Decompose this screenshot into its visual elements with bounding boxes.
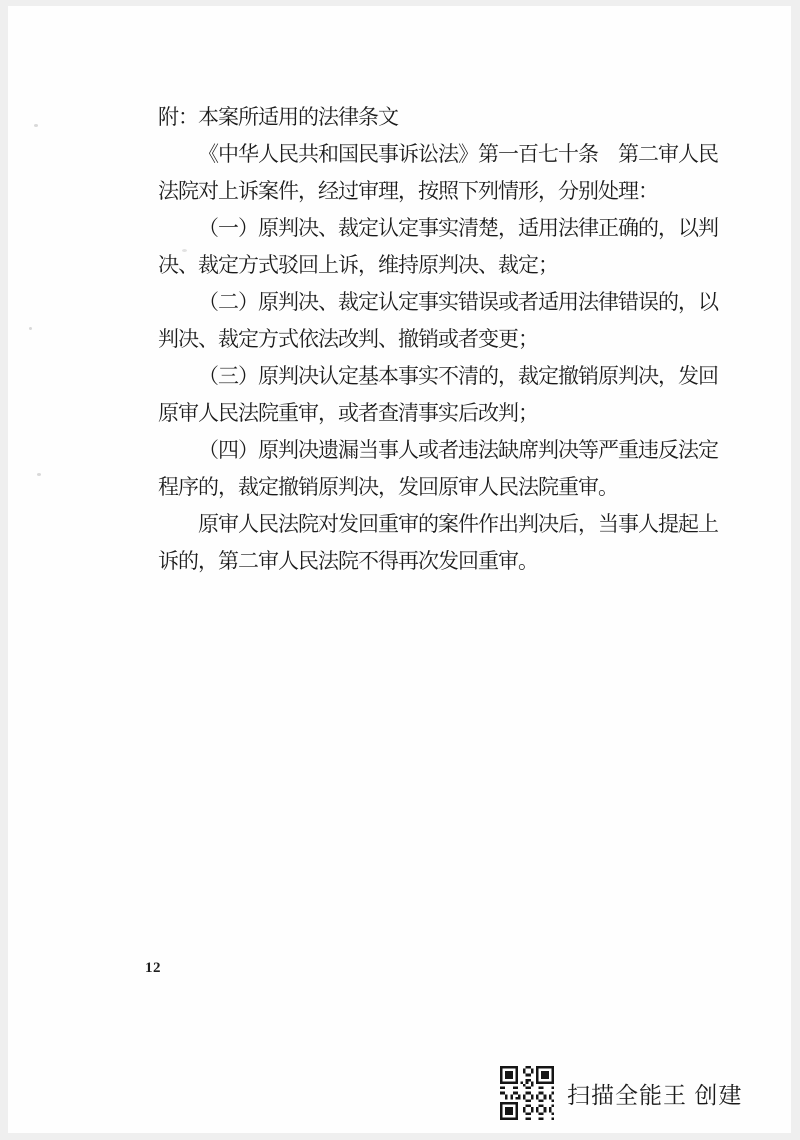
text-line: 原审人民法院重审，或者查清事实后改判；: [158, 401, 538, 425]
scan-artifact: [34, 124, 38, 127]
legal-text-body: [158, 99, 744, 580]
text-line: 决、裁定方式驳回上诉，维持原判决、裁定；: [158, 253, 558, 277]
scanner-watermark-label: 扫描全能王 创建: [567, 1081, 743, 1108]
scan-artifact: [37, 473, 41, 476]
text-line: 原审人民法院对发回重审的案件作出判决后，当事人提起上: [198, 512, 718, 536]
document-page: [8, 6, 791, 1133]
qr-code-icon: [500, 1066, 554, 1120]
page-number: 12: [145, 960, 161, 976]
text-line: 法院对上诉案件，经过审理，按照下列情形，分别处理：: [158, 179, 658, 203]
text-line: 诉的，第二审人民法院不得再次发回重审。: [158, 549, 538, 573]
text-line: （四）原判决遗漏当事人或者违法缺席判决等严重违反法定: [198, 438, 718, 462]
text-line: 《中华人民共和国民事诉讼法》第一百七十条 第二审人民: [198, 142, 718, 166]
text-line: （三）原判决认定基本事实不清的，裁定撤销原判决，发回: [198, 364, 718, 388]
attachment-heading: 附：本案所适用的法律条文: [158, 105, 398, 129]
scanner-footer: [500, 1065, 742, 1121]
text-line: 程序的，裁定撤销原判决，发回原审人民法院重审。: [158, 475, 618, 499]
scan-artifact: [29, 327, 32, 330]
text-line: （二）原判决、裁定认定事实错误或者适用法律错误的，以: [198, 290, 718, 314]
text-line: 判决、裁定方式依法改判、撤销或者变更；: [158, 327, 538, 351]
text-line: （一）原判决、裁定认定事实清楚，适用法律正确的，以判: [198, 216, 718, 240]
